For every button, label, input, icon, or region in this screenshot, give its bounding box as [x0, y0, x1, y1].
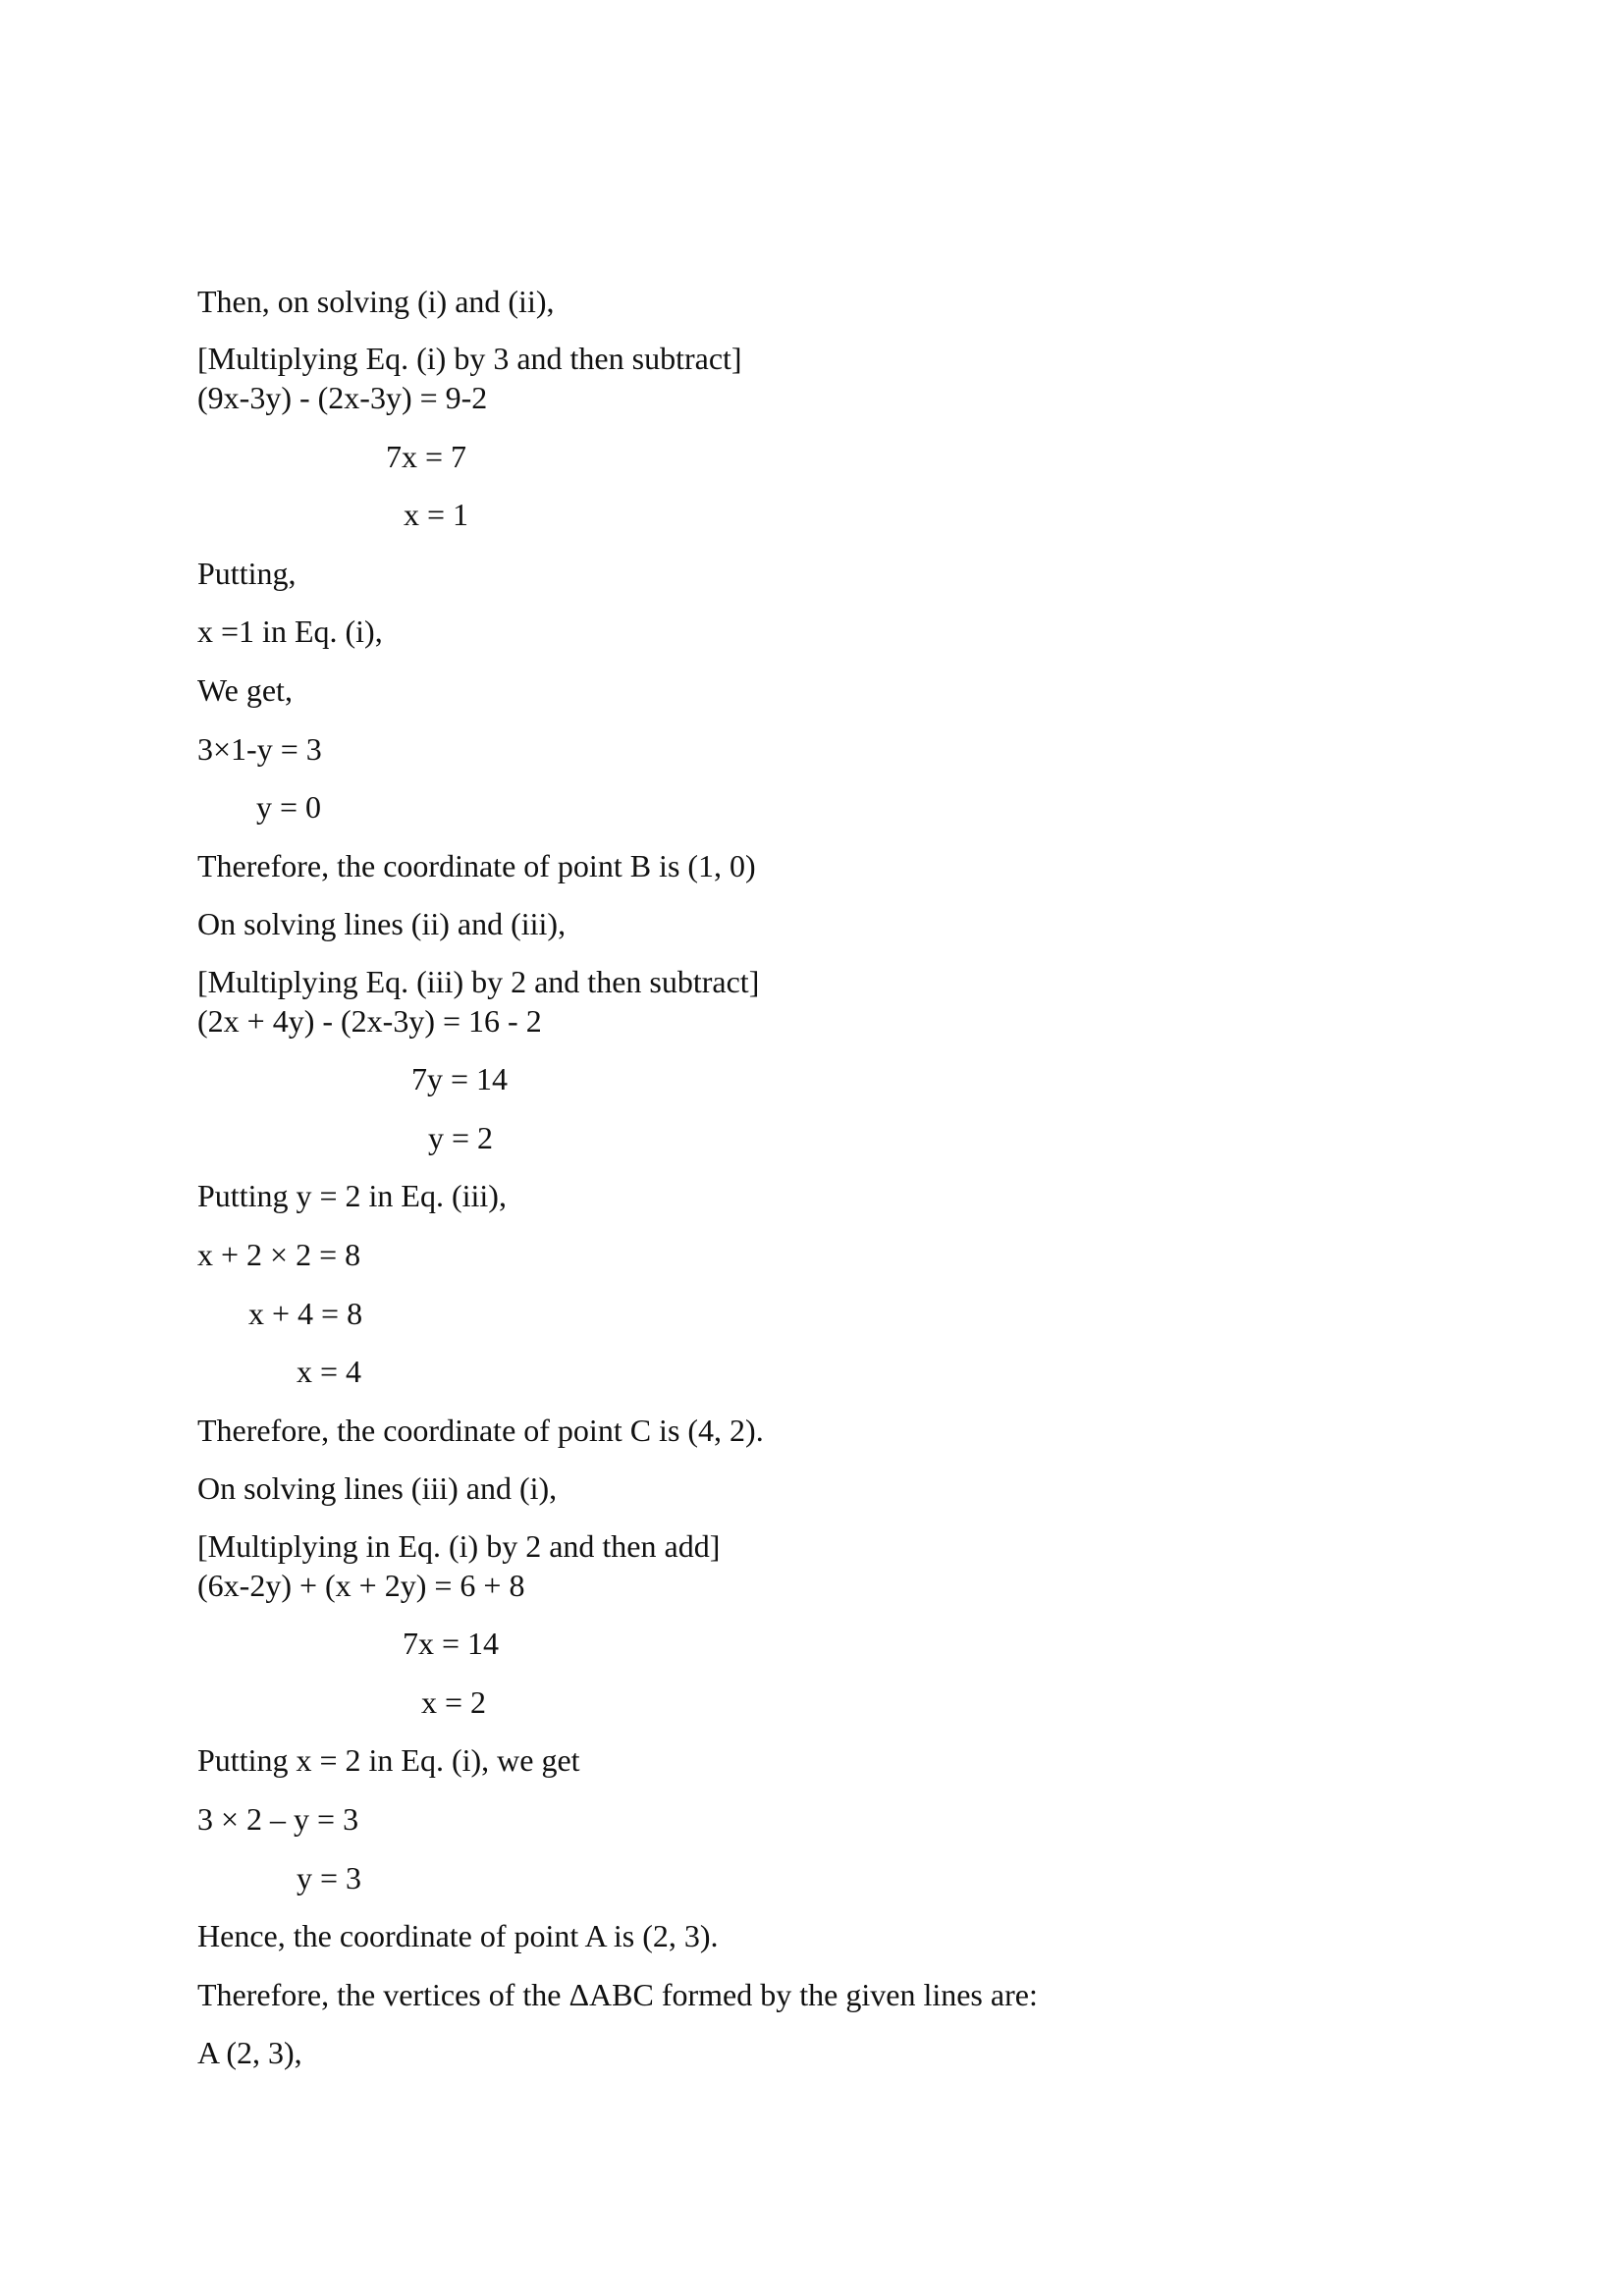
equation-line: (6x-2y) + (x + 2y) = 6 + 8 — [197, 1568, 525, 1603]
equation-line: x + 4 = 8 — [248, 1296, 363, 1331]
equation-line: x = 2 — [421, 1684, 487, 1720]
text-line: [Multiplying in Eq. (i) by 2 and then add] — [197, 1528, 721, 1564]
text-line: We get, — [197, 672, 293, 708]
text-line: [Multiplying Eq. (iii) by 2 and then subtract] — [197, 964, 760, 999]
equation-line: 7y = 14 — [411, 1061, 509, 1096]
equation-line: x + 2 × 2 = 8 — [197, 1237, 361, 1272]
text-line: Hence, the coordinate of point A is (2, 3). — [197, 1918, 719, 1953]
text-line: Then, on solving (i) and (ii), — [197, 284, 555, 319]
text-line: x =1 in Eq. (i), — [197, 614, 383, 649]
equation-line: 3 × 2 – y = 3 — [197, 1801, 359, 1837]
text-line: Putting y = 2 in Eq. (iii), — [197, 1178, 507, 1213]
equation-line: y = 0 — [256, 789, 322, 825]
text-line: A (2, 3), — [197, 2035, 302, 2070]
text-line: Therefore, the coordinate of point C is (4, 2). — [197, 1413, 764, 1448]
equation-line: (9x-3y) - (2x-3y) = 9-2 — [197, 380, 488, 415]
text-line: Putting, — [197, 556, 297, 591]
equation-line: y = 2 — [428, 1120, 494, 1155]
equation-line: (2x + 4y) - (2x-3y) = 16 - 2 — [197, 1003, 542, 1039]
equation-line: y = 3 — [297, 1860, 362, 1896]
text-line: Putting x = 2 in Eq. (i), we get — [197, 1742, 580, 1778]
text-line: On solving lines (ii) and (iii), — [197, 906, 567, 941]
equation-line: 7x = 7 — [386, 439, 467, 474]
text-line: On solving lines (iii) and (i), — [197, 1470, 558, 1506]
text-line: Therefore, the coordinate of point B is (1, 0) — [197, 848, 756, 883]
equation-line: x = 1 — [404, 497, 469, 532]
text-line: Therefore, the vertices of the ΔABC formed by the given lines are: — [197, 1977, 1038, 2012]
equation-line: x = 4 — [297, 1354, 362, 1389]
equation-line: 7x = 14 — [403, 1626, 500, 1661]
equation-line: 3×1-y = 3 — [197, 731, 322, 767]
text-line: [Multiplying Eq. (i) by 3 and then subtract] — [197, 341, 742, 376]
